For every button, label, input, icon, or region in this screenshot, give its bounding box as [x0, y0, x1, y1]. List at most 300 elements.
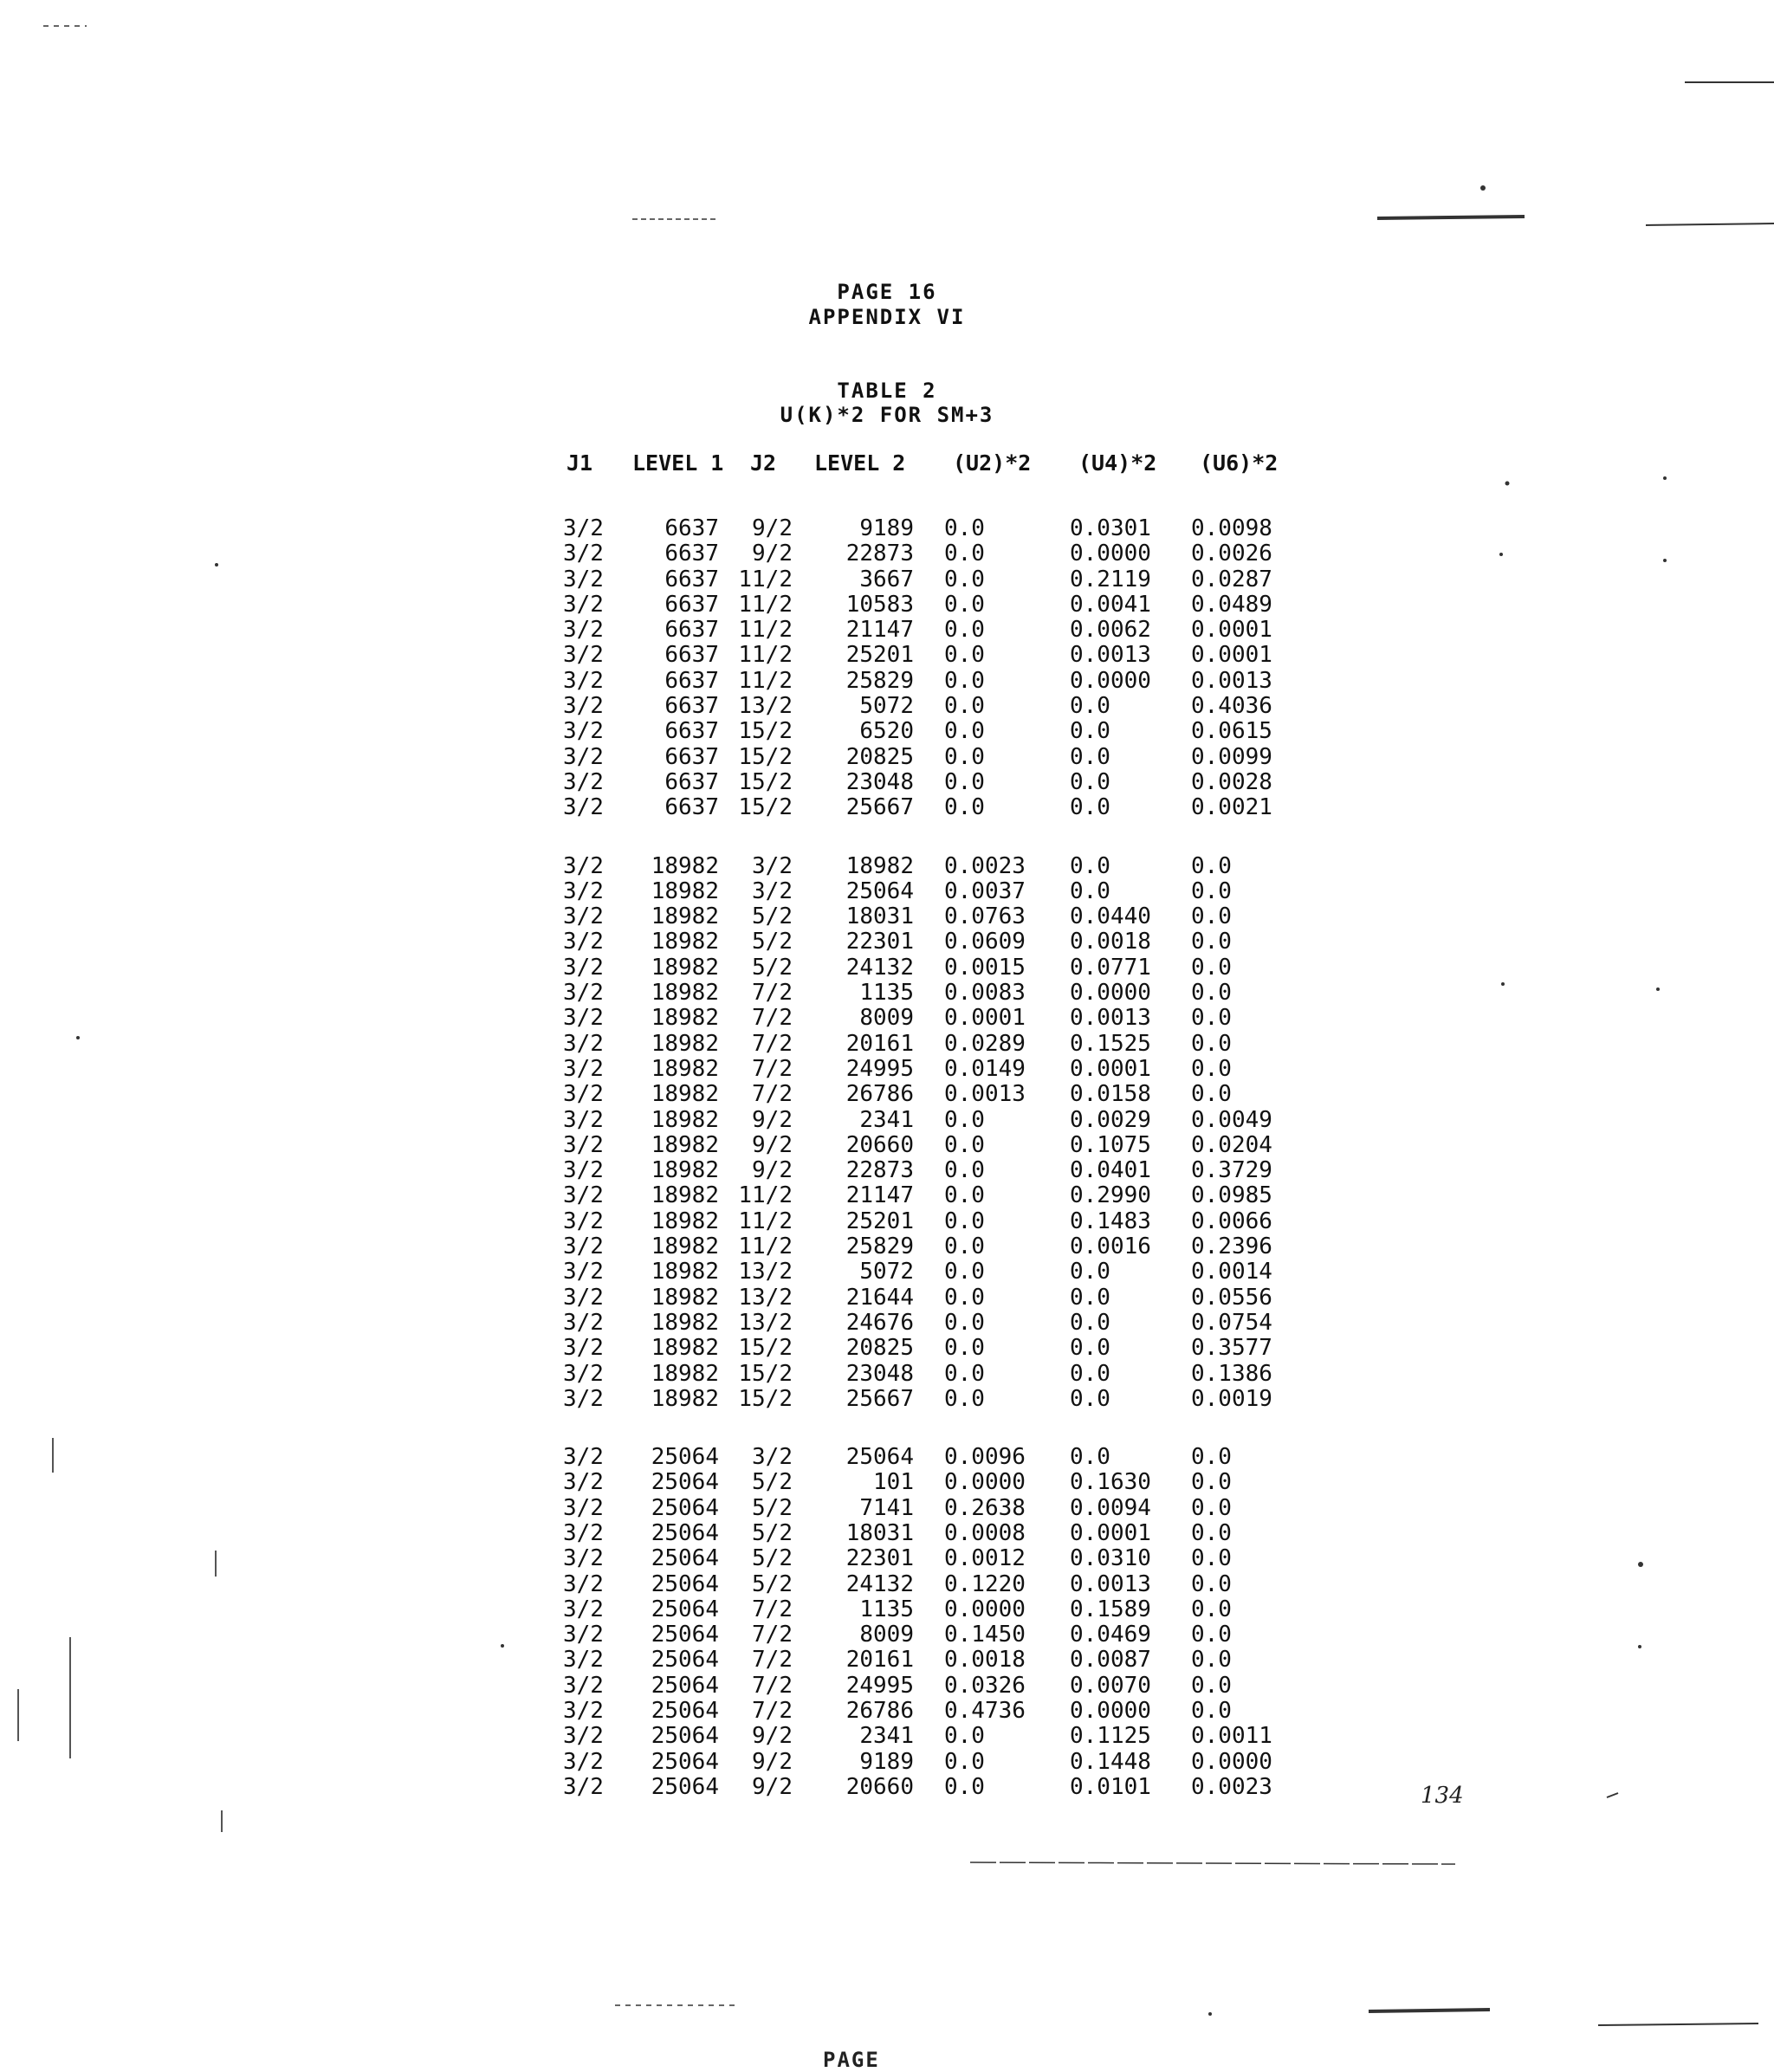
cell-j2: 9/2: [752, 541, 793, 567]
cell-j2: 7/2: [752, 1647, 793, 1674]
cell-level1: 6637: [664, 541, 719, 567]
cell-u6: 0.0754: [1191, 1309, 1272, 1336]
cell-u4: 0.1125: [1070, 1723, 1151, 1750]
cell-level2: 23048: [845, 768, 914, 795]
cell-u6: 0.0013: [1191, 667, 1272, 694]
cell-u4: 0.0001: [1070, 1055, 1151, 1082]
cell-u4: 0.1525: [1070, 1030, 1151, 1057]
cell-j1: 3/2: [563, 515, 604, 541]
cell-level1: 6637: [664, 515, 719, 541]
cell-j2: 7/2: [752, 1081, 793, 1108]
cell-level2: 24132: [845, 954, 914, 981]
cell-u6: 0.0615: [1191, 718, 1272, 745]
cell-j1: 3/2: [563, 1259, 604, 1285]
cell-u4: 0.0: [1070, 1360, 1110, 1387]
cell-u4: 0.0070: [1070, 1672, 1151, 1699]
cell-j1: 3/2: [563, 1723, 604, 1750]
cell-j1: 3/2: [563, 1081, 604, 1108]
cell-j1: 3/2: [563, 718, 604, 745]
cell-j2: 9/2: [752, 1131, 793, 1158]
cell-level1: 18982: [651, 1081, 719, 1108]
cell-u6: 0.0: [1191, 1698, 1232, 1725]
cell-level2: 20660: [845, 1131, 914, 1158]
cell-j1: 3/2: [563, 1030, 604, 1057]
cell-j2: 7/2: [752, 980, 793, 1007]
cell-level1: 6637: [664, 743, 719, 770]
cell-j1: 3/2: [563, 794, 604, 821]
cell-j1: 3/2: [563, 954, 604, 981]
cell-u2: 0.0012: [944, 1545, 1026, 1572]
cell-u4: 0.1589: [1070, 1596, 1151, 1622]
cell-u2: 0.2638: [944, 1494, 1026, 1521]
cell-level2: 22301: [845, 929, 914, 955]
cell-j1: 3/2: [563, 1672, 604, 1699]
cell-u4: 0.0: [1070, 718, 1110, 745]
cell-u2: 0.0096: [944, 1444, 1026, 1471]
cell-j2: 7/2: [752, 1596, 793, 1622]
cell-level2: 5072: [859, 1259, 914, 1285]
scan-dot: [1663, 559, 1667, 562]
cell-u2: 0.0: [944, 566, 985, 592]
cell-u4: 0.0: [1070, 852, 1110, 879]
cell-level1: 18982: [651, 852, 719, 879]
cell-u2: 0.0763: [944, 903, 1026, 930]
cell-u4: 0.0000: [1070, 667, 1151, 694]
cell-u2: 0.1450: [944, 1622, 1026, 1648]
cell-u4: 0.1483: [1070, 1208, 1151, 1234]
cell-j1: 3/2: [563, 541, 604, 567]
next-page-footer: PAGE: [823, 2048, 880, 2072]
cell-u4: 0.0158: [1070, 1081, 1151, 1108]
cell-level2: 8009: [859, 1005, 914, 1032]
cell-level1: 18982: [651, 1030, 719, 1057]
cell-u6: 0.0: [1191, 1055, 1232, 1082]
cell-u2: 0.0: [944, 1106, 985, 1133]
cell-u6: 0.0011: [1191, 1723, 1272, 1750]
cell-u6: 0.0556: [1191, 1284, 1272, 1311]
cell-level2: 3667: [859, 566, 914, 592]
cell-level1: 25064: [651, 1622, 719, 1648]
cell-u6: 0.0049: [1191, 1106, 1272, 1133]
cell-level2: 26786: [845, 1698, 914, 1725]
cell-level1: 25064: [651, 1672, 719, 1699]
cell-u2: 0.0: [944, 768, 985, 795]
cell-level1: 25064: [651, 1494, 719, 1521]
cell-u4: 0.1448: [1070, 1748, 1151, 1775]
cell-u4: 0.0: [1070, 1335, 1110, 1362]
cell-level2: 25064: [845, 877, 914, 904]
cell-level2: 25667: [845, 1385, 914, 1412]
cell-u4: 0.0: [1070, 794, 1110, 821]
cell-j2: 7/2: [752, 1030, 793, 1057]
cell-u2: 0.0015: [944, 954, 1026, 981]
cell-level2: 9189: [859, 1748, 914, 1775]
cell-u6: 0.0: [1191, 1545, 1232, 1572]
cell-level1: 25064: [651, 1748, 719, 1775]
cell-j1: 3/2: [563, 1494, 604, 1521]
cell-u4: 0.0469: [1070, 1622, 1151, 1648]
cell-u6: 0.0023: [1191, 1773, 1272, 1800]
cell-j1: 3/2: [563, 693, 604, 720]
cell-j2: 3/2: [752, 877, 793, 904]
scan-dot: [1501, 982, 1505, 986]
cell-j2: 9/2: [752, 1157, 793, 1184]
scan-line: [1369, 2010, 1490, 2011]
header-level1: LEVEL 1: [632, 450, 724, 476]
cell-level2: 5072: [859, 693, 914, 720]
cell-level1: 18982: [651, 1055, 719, 1082]
cell-j2: 13/2: [738, 693, 793, 720]
cell-j2: 15/2: [738, 743, 793, 770]
cell-u6: 0.0001: [1191, 642, 1272, 669]
cell-u4: 0.0: [1070, 693, 1110, 720]
scan-speckle: [215, 1551, 217, 1577]
cell-j1: 3/2: [563, 1182, 604, 1209]
cell-u2: 0.0037: [944, 877, 1026, 904]
cell-u4: 0.0013: [1070, 642, 1151, 669]
cell-u4: 0.0: [1070, 768, 1110, 795]
cell-j1: 3/2: [563, 1208, 604, 1234]
cell-j1: 3/2: [563, 1570, 604, 1597]
cell-level1: 18982: [651, 954, 719, 981]
cell-u2: 0.0023: [944, 852, 1026, 879]
cell-u6: 0.0000: [1191, 1748, 1272, 1775]
cell-level2: 8009: [859, 1622, 914, 1648]
cell-u2: 0.0609: [944, 929, 1026, 955]
appendix-title: APPENDIX VI: [808, 305, 966, 329]
cell-u4: 0.0: [1070, 1284, 1110, 1311]
cell-u4: 0.0310: [1070, 1545, 1151, 1572]
cell-u6: 0.0019: [1191, 1385, 1272, 1412]
cell-u6: 0.0: [1191, 1622, 1232, 1648]
cell-level1: 18982: [651, 1005, 719, 1032]
cell-u4: 0.0016: [1070, 1233, 1151, 1260]
cell-level2: 26786: [845, 1081, 914, 1108]
cell-u6: 0.0028: [1191, 768, 1272, 795]
cell-j1: 3/2: [563, 929, 604, 955]
cell-u2: 0.4736: [944, 1698, 1026, 1725]
cell-j2: 11/2: [738, 591, 793, 618]
cell-j2: 5/2: [752, 1519, 793, 1546]
cell-u4: 0.0018: [1070, 929, 1151, 955]
cell-u2: 0.0: [944, 1360, 985, 1387]
cell-u6: 0.0: [1191, 1519, 1232, 1546]
scan-line: [970, 1862, 1455, 1864]
cell-u6: 0.0: [1191, 1469, 1232, 1496]
scan-dot: [1499, 553, 1503, 556]
cell-u2: 0.0289: [944, 1030, 1026, 1057]
cell-u6: 0.0099: [1191, 743, 1272, 770]
cell-u2: 0.0149: [944, 1055, 1026, 1082]
cell-level1: 18982: [651, 1360, 719, 1387]
cell-u2: 0.0083: [944, 980, 1026, 1007]
cell-level1: 18982: [651, 1309, 719, 1336]
cell-u2: 0.0: [944, 1773, 985, 1800]
cell-level2: 22873: [845, 541, 914, 567]
cell-j1: 3/2: [563, 1545, 604, 1572]
cell-u6: 0.0: [1191, 852, 1232, 879]
cell-u4: 0.0000: [1070, 541, 1151, 567]
cell-level2: 18031: [845, 1519, 914, 1546]
cell-j2: 15/2: [738, 794, 793, 821]
cell-j1: 3/2: [563, 1005, 604, 1032]
cell-u4: 0.0013: [1070, 1570, 1151, 1597]
cell-u6: 0.0021: [1191, 794, 1272, 821]
cell-j2: 7/2: [752, 1698, 793, 1725]
cell-level1: 25064: [651, 1545, 719, 1572]
cell-j1: 3/2: [563, 1622, 604, 1648]
cell-level2: 18982: [845, 852, 914, 879]
cell-level2: 25064: [845, 1444, 914, 1471]
cell-level1: 25064: [651, 1444, 719, 1471]
cell-u4: 0.1075: [1070, 1131, 1151, 1158]
cell-j2: 5/2: [752, 1545, 793, 1572]
cell-u4: 0.0440: [1070, 903, 1151, 930]
cell-j1: 3/2: [563, 667, 604, 694]
cell-u4: 0.0301: [1070, 515, 1151, 541]
cell-level2: 2341: [859, 1723, 914, 1750]
cell-u2: 0.0013: [944, 1081, 1026, 1108]
cell-level2: 1135: [859, 1596, 914, 1622]
cell-u6: 0.0: [1191, 1570, 1232, 1597]
scan-line: [1607, 1793, 1618, 1797]
cell-u6: 0.3577: [1191, 1335, 1272, 1362]
scan-line: [1646, 223, 1774, 225]
cell-u4: 0.0000: [1070, 980, 1151, 1007]
cell-level1: 18982: [651, 1182, 719, 1209]
cell-u2: 0.0: [944, 1157, 985, 1184]
cell-j1: 3/2: [563, 1157, 604, 1184]
cell-level2: 20825: [845, 1335, 914, 1362]
cell-level1: 18982: [651, 980, 719, 1007]
cell-u4: 0.0: [1070, 1444, 1110, 1471]
cell-level2: 2341: [859, 1106, 914, 1133]
cell-level2: 23048: [845, 1360, 914, 1387]
cell-u2: 0.1220: [944, 1570, 1026, 1597]
cell-u4: 0.0029: [1070, 1106, 1151, 1133]
cell-u6: 0.0: [1191, 1081, 1232, 1108]
cell-level2: 24676: [845, 1309, 914, 1336]
cell-u6: 0.0: [1191, 954, 1232, 981]
cell-u2: 0.0: [944, 1182, 985, 1209]
scan-dot: [1638, 1645, 1641, 1648]
scan-dot: [1638, 1562, 1643, 1567]
cell-u2: 0.0: [944, 515, 985, 541]
cell-j2: 15/2: [738, 718, 793, 745]
cell-j2: 9/2: [752, 1773, 793, 1800]
scan-dot: [1208, 2012, 1212, 2016]
handwritten-page-mark: 134: [1421, 1783, 1464, 1809]
scan-dot: [1656, 987, 1660, 991]
cell-j1: 3/2: [563, 852, 604, 879]
cell-level1: 25064: [651, 1469, 719, 1496]
cell-u4: 0.0401: [1070, 1157, 1151, 1184]
cell-u2: 0.0: [944, 743, 985, 770]
header-level2: LEVEL 2: [814, 450, 906, 476]
cell-j2: 7/2: [752, 1622, 793, 1648]
cell-j2: 15/2: [738, 1335, 793, 1362]
cell-j1: 3/2: [563, 1596, 604, 1622]
cell-u4: 0.0094: [1070, 1494, 1151, 1521]
scan-dot: [215, 563, 218, 567]
cell-j1: 3/2: [563, 1233, 604, 1260]
cell-j1: 3/2: [563, 1385, 604, 1412]
cell-u4: 0.0001: [1070, 1519, 1151, 1546]
cell-level1: 18982: [651, 1259, 719, 1285]
cell-level2: 25201: [845, 1208, 914, 1234]
cell-j1: 3/2: [563, 617, 604, 644]
cell-level2: 18031: [845, 903, 914, 930]
cell-j2: 15/2: [738, 1385, 793, 1412]
cell-level2: 1135: [859, 980, 914, 1007]
cell-u6: 0.0: [1191, 1005, 1232, 1032]
cell-u4: 0.2990: [1070, 1182, 1151, 1209]
cell-level1: 18982: [651, 1131, 719, 1158]
cell-j2: 11/2: [738, 667, 793, 694]
cell-level2: 20825: [845, 743, 914, 770]
cell-u2: 0.0: [944, 541, 985, 567]
cell-level2: 7141: [859, 1494, 914, 1521]
table-number: TABLE 2: [837, 379, 937, 403]
cell-j1: 3/2: [563, 1309, 604, 1336]
cell-u2: 0.0000: [944, 1469, 1026, 1496]
cell-u6: 0.0985: [1191, 1182, 1272, 1209]
cell-u4: 0.0041: [1070, 591, 1151, 618]
cell-j1: 3/2: [563, 1469, 604, 1496]
cell-u2: 0.0: [944, 667, 985, 694]
cell-level1: 25064: [651, 1773, 719, 1800]
cell-level1: 25064: [651, 1519, 719, 1546]
cell-level2: 25667: [845, 794, 914, 821]
cell-j1: 3/2: [563, 1519, 604, 1546]
cell-level1: 6637: [664, 667, 719, 694]
cell-level1: 25064: [651, 1647, 719, 1674]
cell-u2: 0.0: [944, 1131, 985, 1158]
cell-u6: 0.3729: [1191, 1157, 1272, 1184]
cell-level1: 25064: [651, 1723, 719, 1750]
cell-u6: 0.1386: [1191, 1360, 1272, 1387]
cell-level1: 6637: [664, 591, 719, 618]
cell-j2: 9/2: [752, 1106, 793, 1133]
cell-j2: 7/2: [752, 1055, 793, 1082]
cell-j2: 15/2: [738, 768, 793, 795]
scan-dot: [1505, 482, 1510, 486]
cell-u6: 0.0098: [1191, 515, 1272, 541]
cell-u4: 0.0: [1070, 1309, 1110, 1336]
cell-u6: 0.0: [1191, 903, 1232, 930]
header-j2: J2: [750, 450, 777, 476]
cell-u6: 0.2396: [1191, 1233, 1272, 1260]
cell-j2: 3/2: [752, 1444, 793, 1471]
cell-u4: 0.0: [1070, 743, 1110, 770]
cell-j1: 3/2: [563, 1647, 604, 1674]
cell-level2: 21147: [845, 617, 914, 644]
cell-level1: 6637: [664, 642, 719, 669]
cell-level2: 24132: [845, 1570, 914, 1597]
cell-u4: 0.2119: [1070, 566, 1151, 592]
cell-level2: 10583: [845, 591, 914, 618]
scan-speckle: [69, 1637, 71, 1758]
cell-j2: 5/2: [752, 1494, 793, 1521]
cell-u2: 0.0: [944, 794, 985, 821]
header-u6: (U6)*2: [1200, 450, 1279, 476]
cell-j1: 3/2: [563, 903, 604, 930]
cell-u4: 0.0: [1070, 1385, 1110, 1412]
cell-level2: 21147: [845, 1182, 914, 1209]
cell-level2: 25829: [845, 667, 914, 694]
header-u2: (U2)*2: [953, 450, 1032, 476]
cell-u4: 0.0771: [1070, 954, 1151, 981]
cell-u2: 0.0: [944, 1385, 985, 1412]
cell-level1: 18982: [651, 1157, 719, 1184]
scan-dot: [1480, 185, 1486, 191]
cell-level1: 18982: [651, 1106, 719, 1133]
cell-j2: 9/2: [752, 1723, 793, 1750]
cell-u2: 0.0: [944, 693, 985, 720]
cell-j2: 7/2: [752, 1672, 793, 1699]
cell-u4: 0.0000: [1070, 1698, 1151, 1725]
cell-u4: 0.0: [1070, 877, 1110, 904]
cell-j2: 7/2: [752, 1005, 793, 1032]
table-title: U(K)*2 FOR SM+3: [780, 403, 994, 427]
cell-u6: 0.0: [1191, 1647, 1232, 1674]
cell-level2: 101: [873, 1469, 914, 1496]
cell-level1: 6637: [664, 566, 719, 592]
cell-u6: 0.0014: [1191, 1259, 1272, 1285]
cell-u2: 0.0: [944, 642, 985, 669]
cell-j1: 3/2: [563, 1284, 604, 1311]
cell-j2: 11/2: [738, 1208, 793, 1234]
cell-j2: 13/2: [738, 1259, 793, 1285]
cell-u4: 0.0: [1070, 1259, 1110, 1285]
cell-level2: 6520: [859, 718, 914, 745]
cell-j1: 3/2: [563, 1106, 604, 1133]
cell-j2: 11/2: [738, 566, 793, 592]
cell-j2: 11/2: [738, 1182, 793, 1209]
cell-j1: 3/2: [563, 768, 604, 795]
cell-j2: 9/2: [752, 515, 793, 541]
cell-u6: 0.0: [1191, 877, 1232, 904]
cell-u2: 0.0: [944, 1309, 985, 1336]
cell-level1: 18982: [651, 877, 719, 904]
cell-u2: 0.0000: [944, 1596, 1026, 1622]
cell-j2: 13/2: [738, 1309, 793, 1336]
cell-j2: 5/2: [752, 954, 793, 981]
scan-dot: [76, 1036, 80, 1039]
cell-u6: 0.0: [1191, 1672, 1232, 1699]
cell-level1: 6637: [664, 794, 719, 821]
cell-u6: 0.0: [1191, 1444, 1232, 1471]
scan-dot: [1663, 476, 1667, 480]
cell-level1: 18982: [651, 929, 719, 955]
cell-level2: 20660: [845, 1773, 914, 1800]
cell-level1: 25064: [651, 1570, 719, 1597]
cell-level2: 24995: [845, 1672, 914, 1699]
cell-level1: 25064: [651, 1698, 719, 1725]
cell-level1: 6637: [664, 718, 719, 745]
cell-level2: 25201: [845, 642, 914, 669]
cell-u6: 0.0: [1191, 929, 1232, 955]
cell-j1: 3/2: [563, 1698, 604, 1725]
cell-level2: 21644: [845, 1284, 914, 1311]
cell-level1: 18982: [651, 1385, 719, 1412]
cell-u2: 0.0: [944, 1723, 985, 1750]
cell-j1: 3/2: [563, 1444, 604, 1471]
cell-level1: 6637: [664, 768, 719, 795]
cell-j1: 3/2: [563, 1360, 604, 1387]
cell-j2: 5/2: [752, 929, 793, 955]
cell-u6: 0.0001: [1191, 617, 1272, 644]
